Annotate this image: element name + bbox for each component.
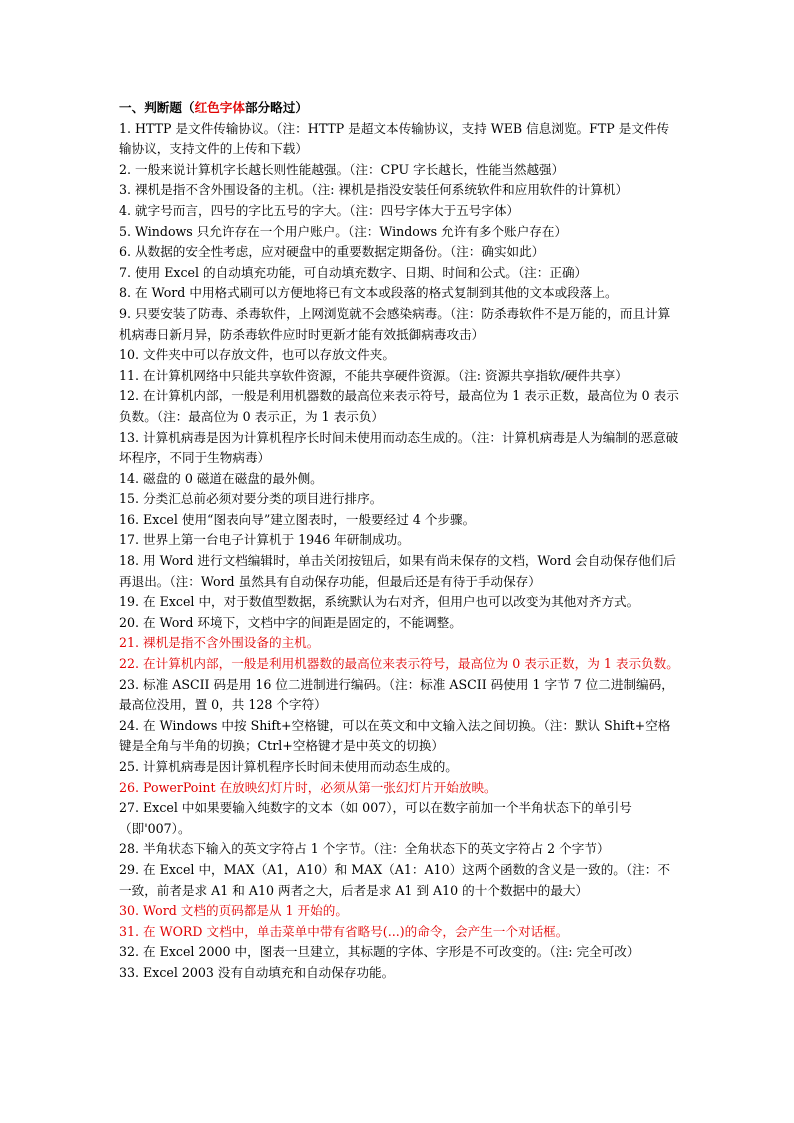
question-item: 19. 在 Excel 中，对于数值型数据，系统默认为右对齐，但用户也可以改变为其他对齐方式。 [119,594,640,610]
question-item: 16. Excel 使用“图表向导”建立图表时，一般要经过 4 个步骤。 [119,511,476,527]
question-item: 5. Windows 只允许存在一个用户账户。（注：Windows 允许有多个账户存在） [119,223,568,239]
question-item: 30. Word 文档的页码都是从 1 开始的。 [119,903,348,919]
heading-suffix: 部分略过） [244,100,308,115]
question-item: 28. 半角状态下输入的英文字符占 1 个字节。（注：全角状态下的英文字符占 2 个字节） [119,841,610,857]
question-item: 15. 分类汇总前必须对要分类的项目进行排序。 [119,491,383,507]
question-item: 31. 在 WORD 文档中，单击菜单中带有省略号(...)的命令，会产生一个对话框。 [119,923,569,939]
document-page [119,98,681,984]
question-item: 22. 在计算机内部，一般是利用机器数的最高位来表示符号，最高位为 0 表示正数，为 1 表示负数。 [119,656,679,672]
question-item: 6. 从数据的安全性考虑，应对硬盘中的重要数据定期备份。（注：确实如此） [119,244,545,260]
question-item: 2. 一般来说计算机字长越长则性能越强。（注：CPU 字长越长，性能当然越强） [119,161,565,177]
question-item: 26. PowerPoint 在放映幻灯片时，必须从第一张幻灯片开始放映。 [119,779,497,795]
question-item: 17. 世界上第一台电子计算机于 1946 年研制成功。 [119,532,410,548]
question-item: 13. 计算机病毒是因为计算机程序长时间未使用而动态生成的。（注：计算机病毒是人为编制的恶意破坏程序，不同于生物病毒） [119,429,679,466]
question-item: 8. 在 Word 中用格式刷可以方便地将已有文本或段落的格式复制到其他的文本或段落上。 [119,285,618,301]
question-item: 32. 在 Excel 2000 中，图表一旦建立，其标题的字体、字形是不可改变的。（注: 完全可改） [119,944,640,960]
question-item: 20. 在 Word 环境下，文档中字的间距是固定的，不能调整。 [119,614,462,630]
question-item: 7. 使用 Excel 的自动填充功能，可自动填充数字、日期、时间和公式。（注：正确） [119,264,588,280]
question-item: 21. 裸机是指不含外围设备的主机。 [119,635,320,651]
heading-prefix: 一、判断题（ [119,100,195,115]
question-item: 33. Excel 2003 没有自动填充和自动保存功能。 [119,964,395,980]
question-item: 11. 在计算机网络中只能共享软件资源，不能共享硬件资源。（注: 资源共享指软/硬件共享） [119,367,628,383]
section-heading [119,98,681,119]
question-item: 23. 标准 ASCII 码是用 16 位二进制进行编码。（注：标准 ASCII 码使用 1 字节 7 位二进制编码，最高位没用，置 0，共 128 个字符） [119,676,674,713]
question-item: 25. 计算机病毒是因计算机程序长时间未使用而动态生成的。 [119,759,458,774]
question-item: 10. 文件夹中可以存放文件，也可以存放文件夹。 [119,347,395,363]
question-item: 27. Excel 中如果要输入纯数字的文本（如 007），可以在数字前加一个半角状态下的单引号（即'007）。 [119,800,632,836]
question-item: 14. 磁盘的 0 磁道在磁盘的最外侧。 [119,470,323,486]
question-list [119,119,681,984]
heading-red-text: 红色字体 [194,100,245,115]
question-item: 29. 在 Excel 中，MAX（A1，A10）和 MAX（A1：A10）这两个函数的含义是一致的。（注：不一致，前者是求 A1 和 A10 两者之大，后者是求 A1 到 A10 的十个数据中的最大） [119,861,670,898]
question-item: 4. 就字号而言，四号的字比五号的字大。（注：四号字体大于五号字体） [119,202,520,218]
question-item: 12. 在计算机内部，一般是利用机器数的最高位来表示符号，最高位为 1 表示正数，最高位为 0 表示负数。（注：最高位为 0 表示正，为 1 表示负） [119,388,679,424]
question-item: 24. 在 Windows 中按 Shift+空格键，可以在英文和中文输入法之间切换。（注：默认 Shift+空格键是全角与半角的切换；Ctrl+空格键才是中英文的切换） [119,717,671,754]
question-item: 3. 裸机是指不含外围设备的主机。（注: 裸机是指没安装任何系统软件和应用软件的计算机） [119,182,629,198]
question-item: 18. 用 Word 进行文档编辑时，单击关闭按钮后，如果有尚未保存的文档，Word 会自动保存他们后再退出。（注：Word 虽然具有自动保存功能，但最后还是有待于手动保存） [119,553,676,589]
question-item: 1. HTTP 是文件传输协议。（注：HTTP 是超文本传输协议，支持 WEB 信息浏览。FTP 是文件传输协议，支持文件的上传和下载） [119,120,670,157]
question-item: 9. 只要安装了防毒、杀毒软件，上网浏览就不会感染病毒。（注：防杀毒软件不是万能的，而且计算机病毒日新月异，防杀毒软件应时时更新才能有效抵御病毒攻击） [119,305,671,342]
